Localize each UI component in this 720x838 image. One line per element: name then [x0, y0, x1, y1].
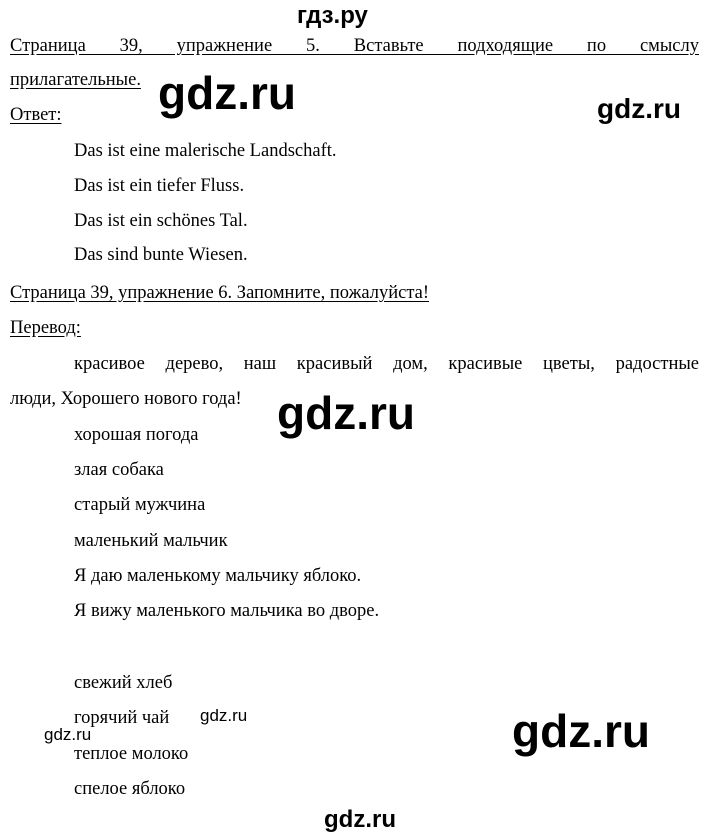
- translation-line-3: старый мужчина: [74, 495, 206, 515]
- translation-line-8: горячий чай: [74, 708, 170, 728]
- watermark-top: гдз.ру: [297, 2, 368, 29]
- translation-line-9: теплое молоко: [74, 744, 189, 764]
- translation-line-7: свежий хлеб: [74, 673, 173, 693]
- watermark-bottom: gdz.ru: [324, 806, 396, 833]
- translation-line-6: Я вижу маленького мальчика во дворе.: [74, 601, 380, 621]
- watermark-right-1: gdz.ru: [597, 93, 681, 124]
- translation-line-5: Я даю маленькому мальчику яблоко.: [74, 566, 362, 586]
- watermark-small-2: gdz.ru: [44, 725, 92, 744]
- answer-line-2: Das ist ein tiefer Fluss.: [74, 176, 245, 196]
- watermark-large-2: gdz.ru: [277, 387, 415, 439]
- translation-label: Перевод:: [10, 318, 81, 338]
- exercise6-heading: Страница 39, упражнение 6. Запомните, пожалуйста!: [10, 283, 430, 303]
- answer-line-3: Das ist ein schönes Tal.: [74, 211, 248, 231]
- exercise5-heading-line1: Страница 39, упражнение 5. Вставьте подходящие по смыслу: [10, 36, 699, 56]
- translation-line-4: маленький мальчик: [74, 531, 228, 551]
- translation-paragraph-line1: красивое дерево, наш красивый дом, красивые цветы, радостные: [74, 354, 699, 374]
- translation-line-10: спелое яблоко: [74, 779, 186, 799]
- answer-label: Ответ:: [10, 105, 62, 125]
- watermark-large-3: gdz.ru: [512, 705, 650, 757]
- translation-paragraph-line2: люди, Хорошего нового года!: [10, 389, 242, 409]
- watermark-large-1: gdz.ru: [158, 67, 296, 119]
- watermark-small-1: gdz.ru: [200, 706, 248, 725]
- translation-line-1: хорошая погода: [74, 425, 199, 445]
- answer-line-1: Das ist eine malerische Landschaft.: [74, 141, 337, 161]
- translation-line-2: злая собака: [74, 460, 164, 480]
- exercise5-heading-line2: прилагательные.: [10, 70, 141, 90]
- answer-line-4: Das sind bunte Wiesen.: [74, 245, 248, 265]
